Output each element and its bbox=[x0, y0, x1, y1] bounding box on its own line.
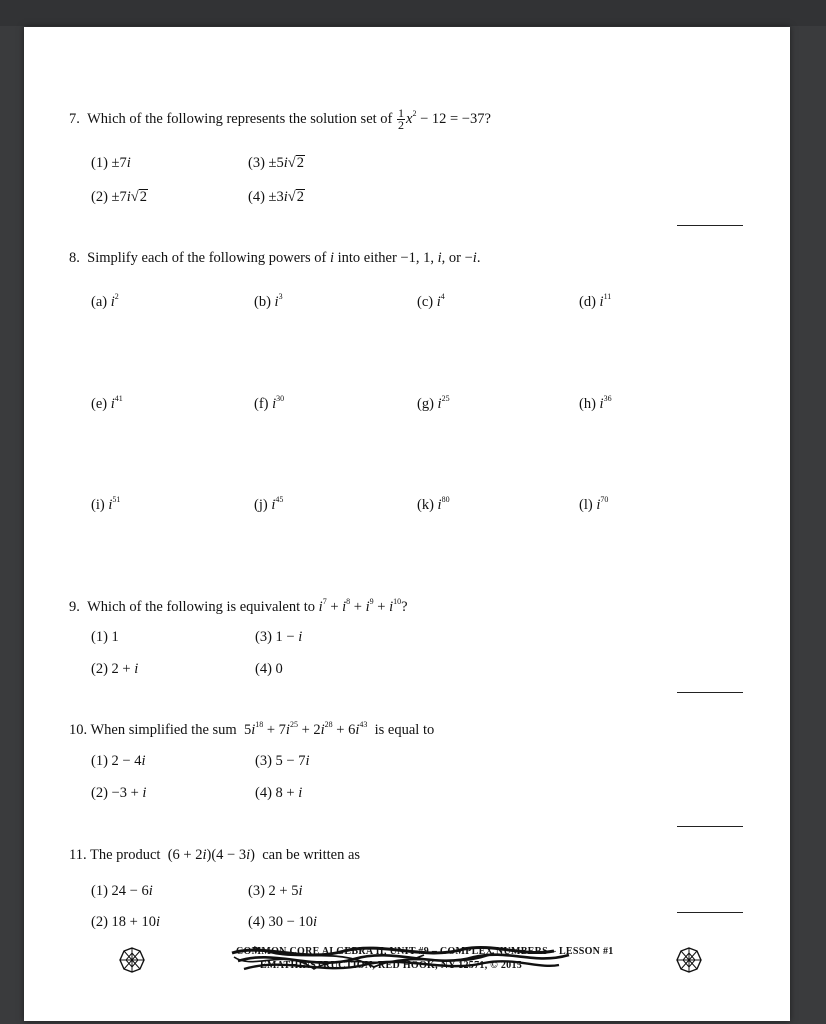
question-8-prompt: 8. Simplify each of the following powers of i into either −1, 1, i, or −i. bbox=[69, 250, 481, 266]
q8-part-f: (f) $i^{30}$ bbox=[254, 394, 285, 412]
q9-choice-2: (2) 2 + i bbox=[91, 661, 139, 677]
q10-choice-2: (2) −3 + i bbox=[91, 785, 147, 801]
q11-choice-2: (2) 18 + 10i bbox=[91, 914, 161, 930]
q7-choice-2: (2) ±7i√2 bbox=[91, 189, 148, 205]
question-10-prompt: 10. When simplified the sum $5i^{18} + 7i^{25} + 2i^{28} + 6i^{43}$ is equal to bbox=[69, 720, 435, 738]
fraction-one-half: $\frac{1}{2}$ bbox=[398, 106, 404, 132]
q8-part-b: (b) $i^3$ bbox=[254, 292, 283, 310]
q9-answer-line[interactable] bbox=[677, 692, 743, 693]
q7-choice-3: (3) ±5i√2 bbox=[248, 155, 305, 171]
q7-choice-1: (1) ±7i bbox=[91, 155, 131, 171]
q10-answer-line[interactable] bbox=[677, 826, 743, 827]
q11-choice-4: (4) 30 − 10i bbox=[248, 914, 318, 930]
q8-part-c: (c) $i^4$ bbox=[417, 292, 445, 310]
q8-part-k: (k) $i^{80}$ bbox=[417, 495, 450, 513]
q8-part-e: (e) $i^{41}$ bbox=[91, 394, 123, 412]
q8-part-j: (j) $i^{45}$ bbox=[254, 495, 284, 513]
q9-choice-4: (4) 0 bbox=[255, 661, 283, 677]
question-9-prompt: 9. Which of the following is equivalent to $i^7 + i^8 + i^9 + i^{10}$? bbox=[69, 597, 408, 615]
q7-choice-4: (4) ±3i√2 bbox=[248, 189, 305, 205]
q11-answer-line[interactable] bbox=[677, 912, 743, 913]
redaction-scribble bbox=[224, 941, 584, 977]
viewer-toolbar bbox=[0, 0, 826, 26]
publisher-logo-right-icon bbox=[676, 947, 702, 973]
q8-part-h: (h) $i^{36}$ bbox=[579, 394, 612, 412]
q10-choice-3: (3) 5 − 7i bbox=[255, 753, 310, 769]
q9-choice-1: (1) 1 bbox=[91, 629, 119, 645]
q10-choice-1: (1) 2 − 4i bbox=[91, 753, 146, 769]
q8-part-l: (l) $i^{70}$ bbox=[579, 495, 609, 513]
q8-part-a: (a) $i^2$ bbox=[91, 292, 119, 310]
q7-answer-line[interactable] bbox=[677, 225, 743, 226]
footer-line-2: EMATHINSTRUCTION, RED HOOK, NY 12571, © 2015 bbox=[260, 960, 523, 971]
document-page bbox=[24, 27, 790, 1021]
q8-part-g: (g) $i^{25}$ bbox=[417, 394, 450, 412]
q10-choice-4: (4) 8 + i bbox=[255, 785, 303, 801]
footer-line-1: COMMON CORE ALGEBRA II, UNIT #9 – COMPLEX NUMBERS – LESSON #1 bbox=[236, 946, 614, 957]
q9-choice-3: (3) 1 − i bbox=[255, 629, 303, 645]
q11-choice-1: (1) 24 − 6i bbox=[91, 883, 153, 899]
q8-part-i: (i) $i^{51}$ bbox=[91, 495, 121, 513]
q8-part-d: (d) $i^{11}$ bbox=[579, 292, 612, 310]
question-11-prompt: 11. The product (6 + 2i)(4 − 3i) can be written as bbox=[69, 847, 361, 863]
publisher-logo-left-icon bbox=[119, 947, 145, 973]
question-7-prompt: 7. Which of the following represents the solution set of $\frac{1}{2}$ $x^2 - 12 = -37$? bbox=[69, 106, 491, 132]
q11-choice-3: (3) 2 + 5i bbox=[248, 883, 303, 899]
